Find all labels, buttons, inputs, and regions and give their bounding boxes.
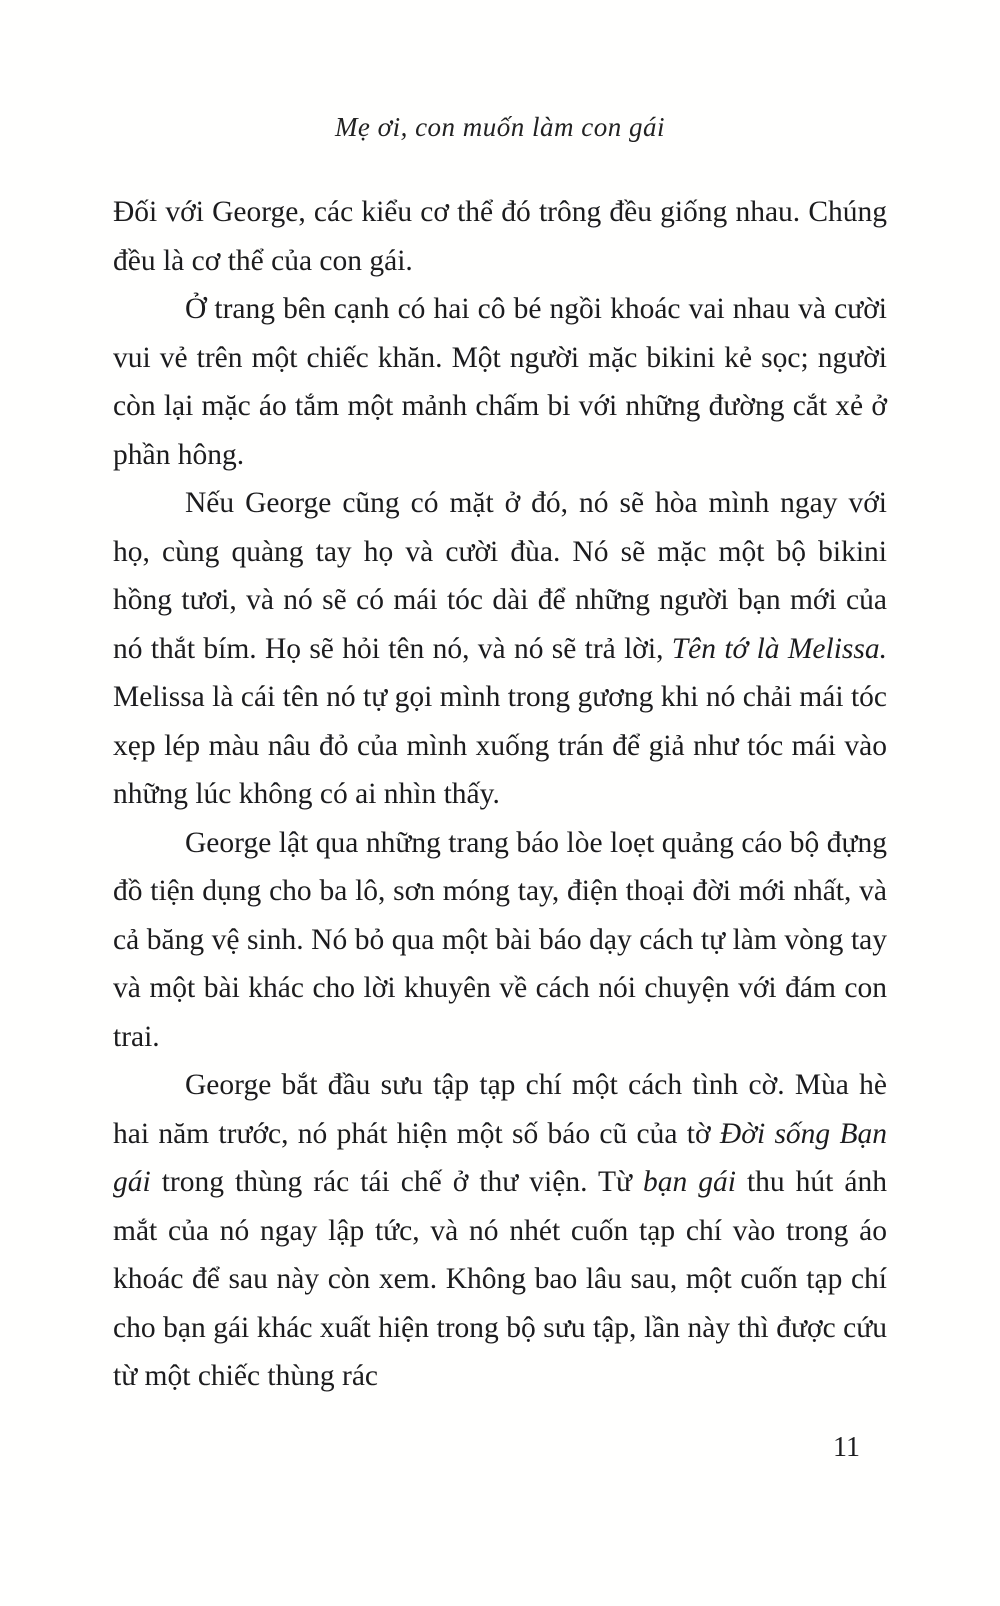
paragraph — [113, 819, 887, 1062]
paragraph — [113, 479, 887, 819]
paragraph-segment-italic: bạn gái — [642, 1166, 736, 1198]
paragraph-segment: Nếu George cũng có mặt ở đó, nó sẽ hòa mình ngay với họ, cùng quàng tay họ và cười đùa. Nó sẽ mặc một bộ bikini hồng tươi, và nó sẽ có mái tóc dài để những người bạn mới của nó thắt bím. Họ sẽ hỏi tên nó, và nó sẽ trả lời, — [113, 487, 887, 665]
body-text — [113, 188, 887, 1401]
paragraph-segment: thu hút ánh mắt của nó ngay lập tức, và nó nhét cuốn tạp chí vào trong áo khoác để sau này còn xem. Không bao lâu sau, một cuốn tạp chí cho bạn gái khác xuất hiện trong bộ sưu tập, lần này thì được cứu từ một chiếc thùng rác — [113, 1166, 887, 1392]
paragraph — [113, 188, 887, 285]
paragraph-segment: trong thùng rác tái chế ở thư viện. Từ — [150, 1166, 643, 1198]
paragraph-segment: Ở trang bên cạnh có hai cô bé ngồi khoác vai nhau và cười vui vẻ trên một chiếc khăn. Một người mặc bikini kẻ sọc; người còn lại mặc áo tắm một mảnh chấm bi với những đường cắt xẻ ở phần hông. — [113, 293, 887, 471]
paragraph-segment-italic: Tên tớ là Melissa. — [671, 632, 887, 665]
paragraph-segment-italic: Đời sống Bạn gái — [113, 1117, 888, 1198]
paragraph-segment: George lật qua những trang báo lòe loẹt quảng cáo bộ đựng đồ tiện dụng cho ba lô, sơn móng tay, điện thoại đời mới nhất, và cả băng vệ sinh. Nó bỏ qua một bài báo dạy cách tự làm vòng tay và một bài khác cho lời khuyên về cách nói chuyện với đám con trai. — [113, 826, 887, 1053]
page-number: 11 — [833, 1432, 860, 1463]
running-header: Mẹ ơi, con muốn làm con gái — [334, 112, 666, 142]
paragraph-segment: George bắt đầu sưu tập tạp chí một cách tình cờ. Mùa hè hai năm trước, nó phát hiện một số báo cũ của tờ — [113, 1069, 887, 1150]
paragraph-segment: Melissa là cái tên nó tự gọi mình trong gương khi nó chải mái tóc xẹp lép màu nâu đỏ của mình xuống trán để giả như tóc mái vào những lúc không có ai nhìn thấy. — [113, 681, 887, 810]
paragraph — [113, 1061, 887, 1401]
paragraph-segment: Đối với George, các kiểu cơ thể đó trông đều giống nhau. Chúng đều là cơ thể của con gái. — [113, 196, 887, 277]
paragraph — [113, 285, 887, 479]
